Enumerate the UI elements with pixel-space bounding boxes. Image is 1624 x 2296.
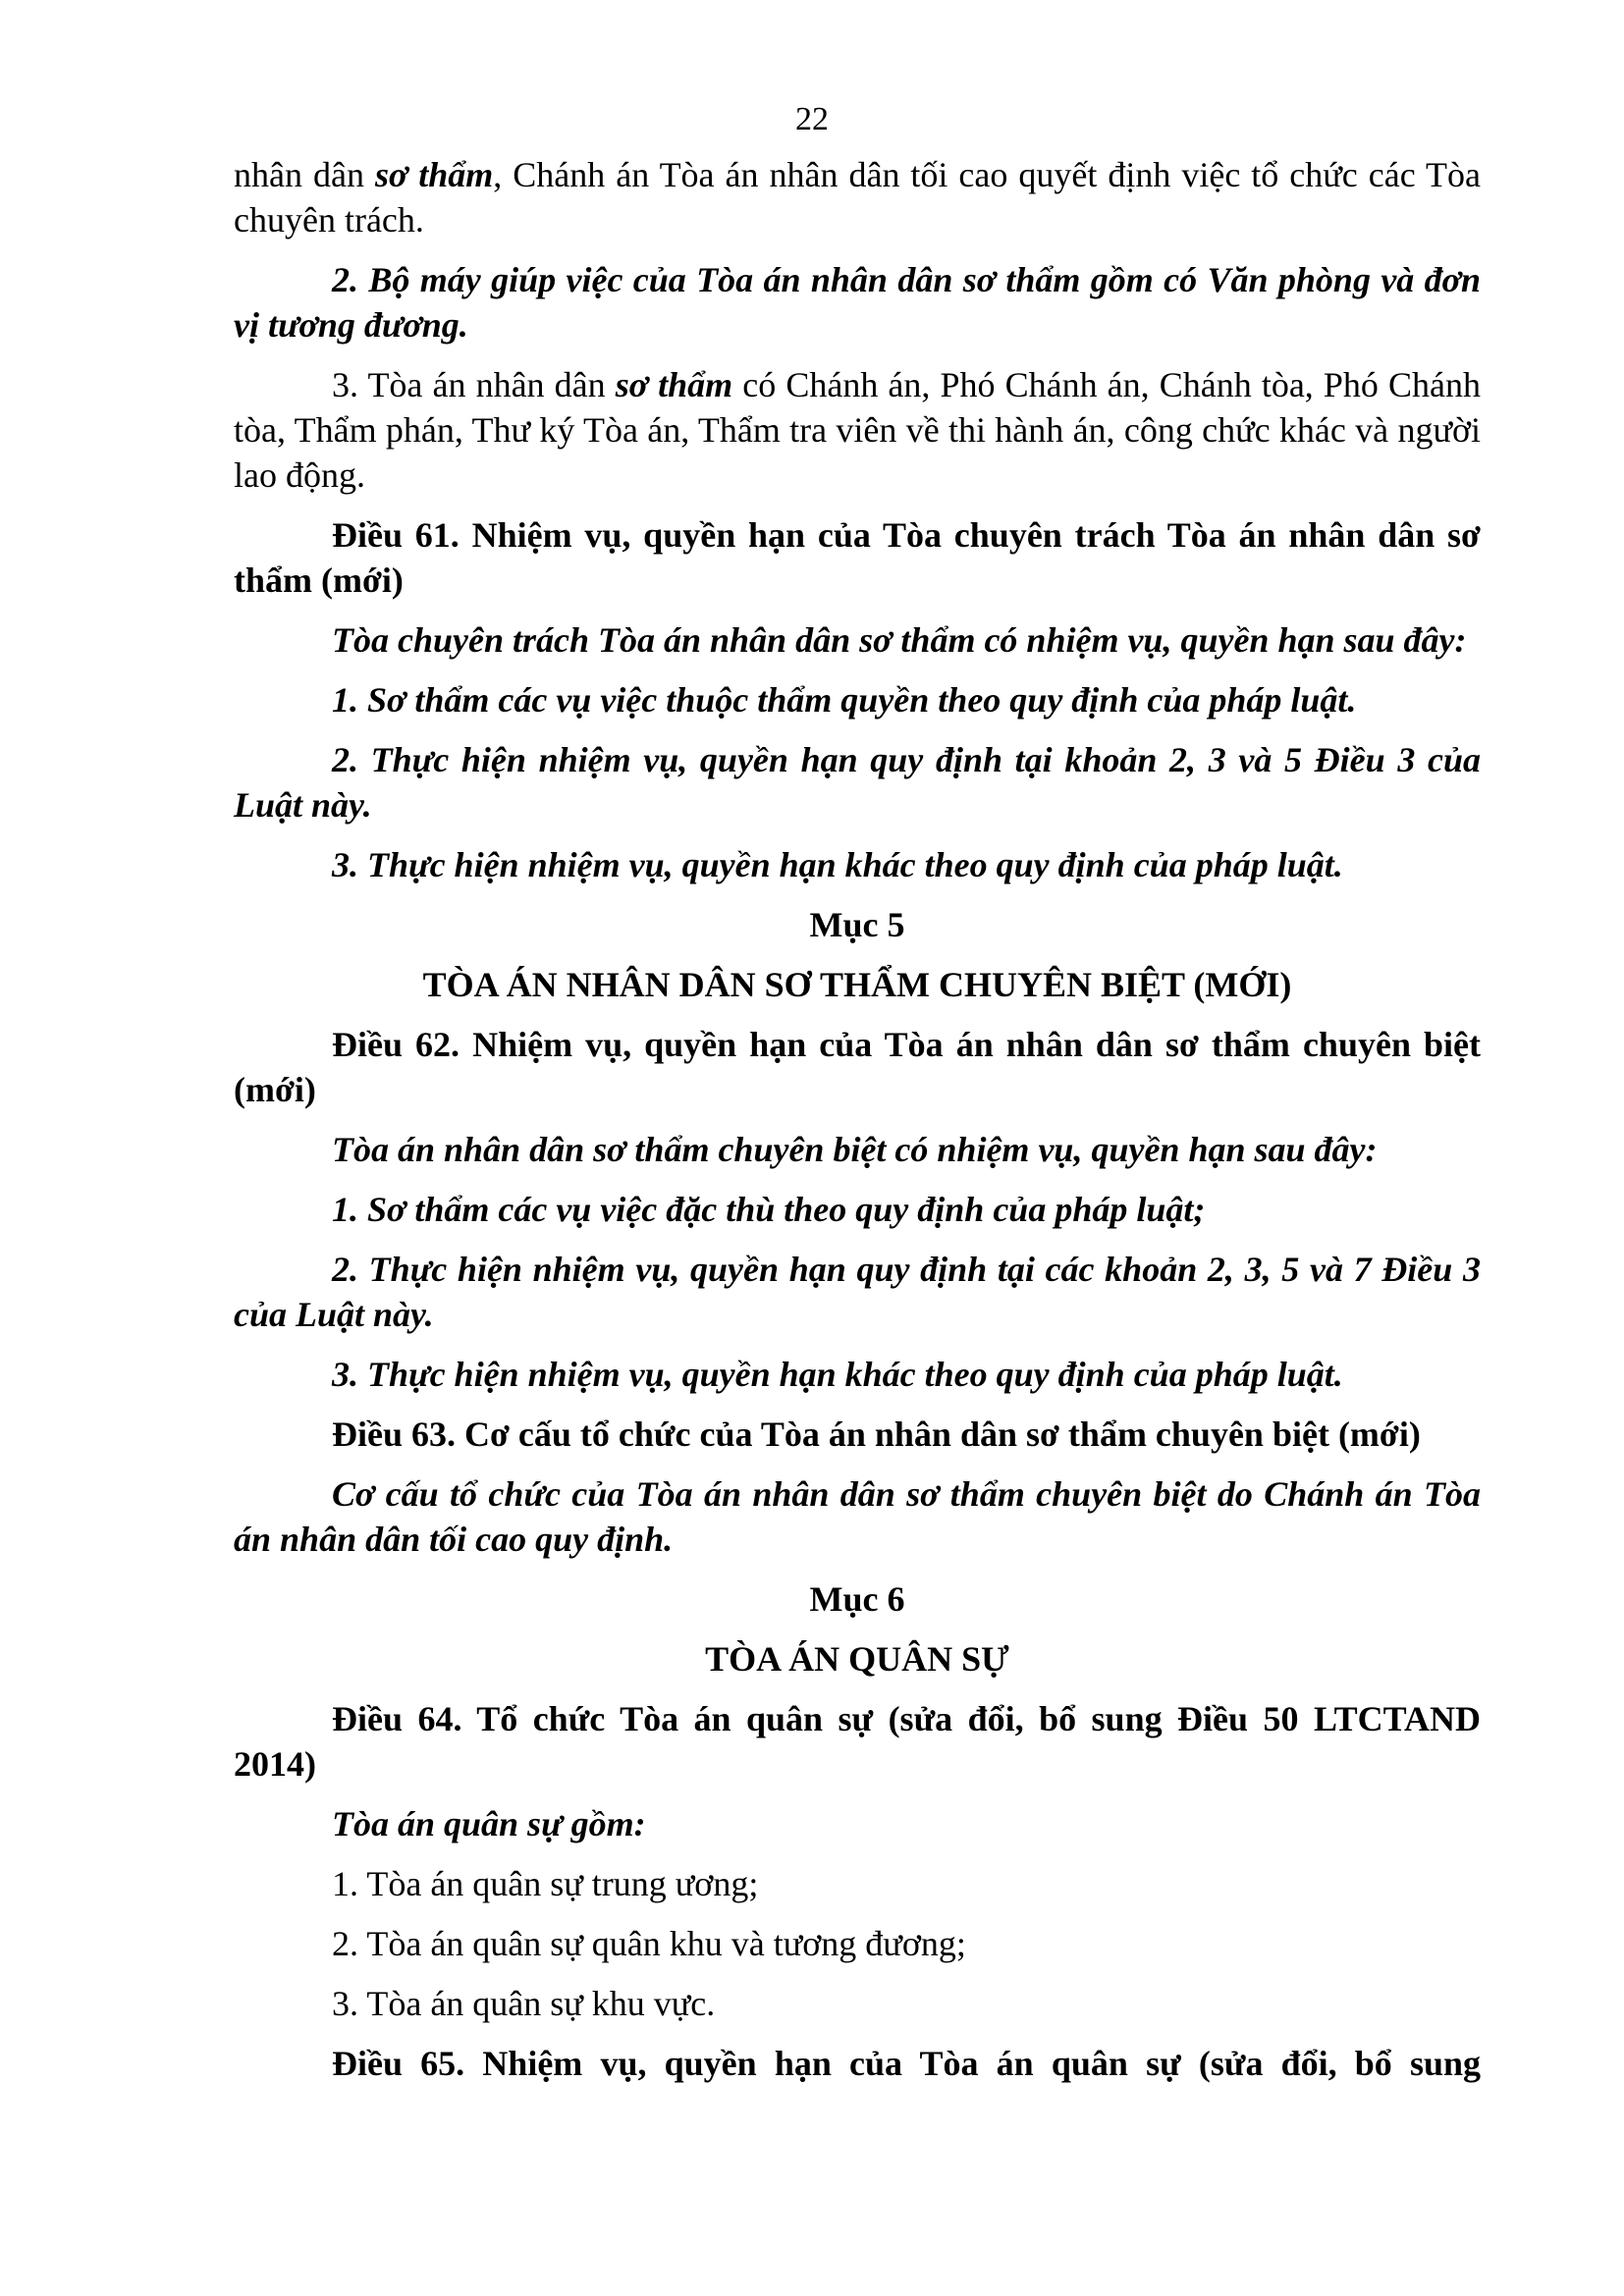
section-5-title: TÒA ÁN NHÂN DÂN SƠ THẨM CHUYÊN BIỆT (MỚI) [422, 965, 1292, 1004]
section-6-title: TÒA ÁN QUÂN SỰ [705, 1639, 1009, 1679]
text-run: nhân dân [234, 155, 375, 194]
article-64-item: 1. Tòa án quân sự trung ương; [332, 1864, 759, 1903]
article-65-heading: Điều 65. Nhiệm vụ, quyền hạn của Tòa án quân sự (sửa đổi, bổ sung [332, 2044, 1481, 2083]
article-62-item: 2. Thực hiện nhiệm vụ, quyền hạn quy định tại các khoản 2, 3, 5 và 7 Điều 3 của Luật này. [234, 1250, 1481, 1334]
clause-2-office: 2. Bộ máy giúp việc của Tòa án nhân dân sơ thẩm gồm có Văn phòng và đơn vị tương đương. [234, 260, 1481, 345]
article-63-heading: Điều 63. Cơ cấu tổ chức của Tòa án nhân dân sơ thẩm chuyên biệt (mới) [332, 1415, 1421, 1454]
article-62-item: 1. Sơ thẩm các vụ việc đặc thù theo quy định của pháp luật; [332, 1190, 1206, 1229]
document-body [234, 152, 1481, 2101]
text-run-emphasis: sơ thẩm [374, 155, 494, 194]
article-62-intro: Tòa án nhân dân sơ thẩm chuyên biệt có nhiệm vụ, quyền hạn sau đây: [332, 1130, 1378, 1169]
text-run: có Chánh án, Phó Chánh án, Chánh tòa, Phó Chánh tòa, Thẩm phán, Thư ký Tòa án, Thẩm tra viên về thi hành án, công chức khác và người lao động. [234, 365, 1481, 495]
article-61-heading: Điều 61. Nhiệm vụ, quyền hạn của Tòa chuyên trách Tòa án nhân dân sơ thẩm (mới) [234, 515, 1481, 600]
clause-3-personnel [234, 362, 1481, 498]
text-run: 3. Tòa án nhân dân [332, 365, 616, 404]
article-64-item: 3. Tòa án quân sự khu vực. [332, 1984, 716, 2023]
page-number: 22 [795, 101, 829, 137]
article-61-intro: Tòa chuyên trách Tòa án nhân dân sơ thẩm có nhiệm vụ, quyền hạn sau đây: [332, 620, 1467, 660]
paragraph-continuation [234, 152, 1481, 242]
section-5-label: Mục 5 [809, 905, 905, 944]
article-62-heading: Điều 62. Nhiệm vụ, quyền hạn của Tòa án nhân dân sơ thẩm chuyên biệt (mới) [234, 1025, 1481, 1109]
article-61-item: 2. Thực hiện nhiệm vụ, quyền hạn quy định tại khoản 2, 3 và 5 Điều 3 của Luật này. [234, 740, 1481, 825]
article-63-body: Cơ cấu tổ chức của Tòa án nhân dân sơ thẩm chuyên biệt do Chánh án Tòa án nhân dân tối cao quy định. [234, 1474, 1481, 1559]
article-62-item: 3. Thực hiện nhiệm vụ, quyền hạn khác theo quy định của pháp luật. [332, 1355, 1343, 1394]
article-61-item: 1. Sơ thẩm các vụ việc thuộc thẩm quyền theo quy định của pháp luật. [332, 680, 1357, 720]
section-6-label: Mục 6 [809, 1579, 905, 1619]
text-run-emphasis: sơ thẩm [615, 365, 733, 404]
article-64-item: 2. Tòa án quân sự quân khu và tương đương; [332, 1924, 966, 1963]
article-64-heading: Điều 64. Tổ chức Tòa án quân sự (sửa đổi, bổ sung Điều 50 LTCTAND 2014) [234, 1699, 1481, 1784]
article-64-intro: Tòa án quân sự gồm: [332, 1804, 646, 1843]
text-run: , Chánh án Tòa án nhân dân tối cao quyết định việc tổ chức các Tòa chuyên trách. [234, 155, 1481, 240]
article-61-item: 3. Thực hiện nhiệm vụ, quyền hạn khác theo quy định của pháp luật. [332, 845, 1343, 884]
